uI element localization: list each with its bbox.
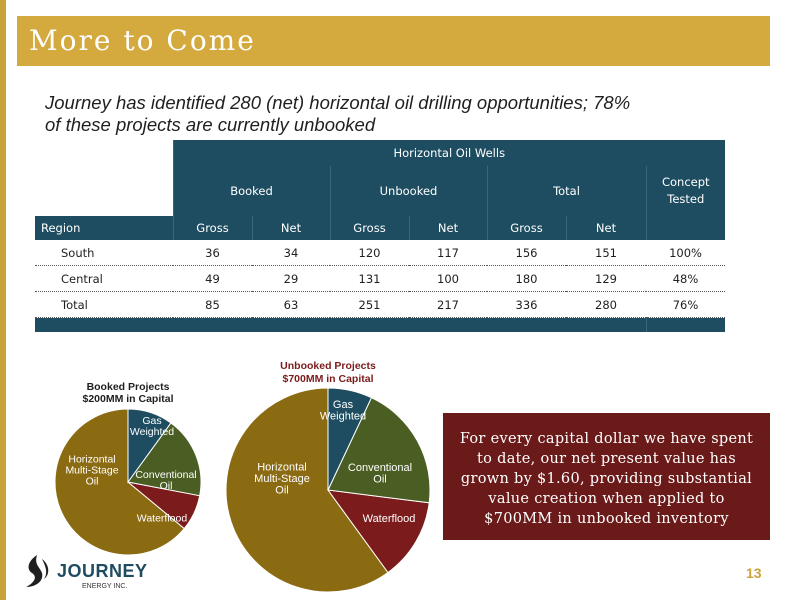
unbooked-pie-label-horizontal-multi-stage-oil: Horizontal Multi-Stage Oil [254, 461, 310, 497]
booked-chart-title-line-2: $200MM in Capital [82, 393, 174, 405]
cell-concept: 48% [646, 266, 725, 292]
cell-booked-net: 29 [252, 266, 330, 292]
cell-unbooked-net: 100 [409, 266, 487, 292]
unbooked-pie-label-gas-weighted: Gas Weighted [319, 399, 367, 423]
slide-title: More to Come [29, 24, 256, 57]
cell-booked-gross: 85 [173, 292, 252, 318]
booked-pie-label-gas-weighted: Gas Weighted [129, 415, 175, 439]
col-header-total-net: Net [566, 216, 646, 240]
col-group-unbooked: Unbooked [330, 166, 487, 216]
cell-concept: 100% [646, 240, 725, 266]
cell-total-gross: 336 [487, 292, 566, 318]
subtitle-line-1: Journey has identified 280 (net) horizontal oil drilling opportunities; 78% [45, 92, 631, 113]
col-header-booked-net: Net [252, 216, 330, 240]
cell-unbooked-net: 217 [409, 292, 487, 318]
cell-total-gross: 180 [487, 266, 566, 292]
callout-line-3: grown by $1.60, providing substantial [460, 471, 753, 487]
cell-unbooked-gross: 131 [330, 266, 409, 292]
cell-concept: 76% [646, 292, 725, 318]
cell-region: Central [35, 266, 173, 292]
cell-booked-net: 34 [252, 240, 330, 266]
cell-booked-net: 63 [252, 292, 330, 318]
col-header-booked-gross: Gross [173, 216, 252, 240]
unbooked-pie-label-conventional-oil: Conventional Oil [347, 462, 413, 486]
booked-pie-label-conventional-oil: Conventional Oil [135, 469, 197, 493]
logo-wordmark: JOURNEY [57, 561, 148, 581]
npv-callout-box [443, 413, 770, 540]
unbooked-pie-label-waterflood: Waterflood [362, 512, 416, 525]
table-group-header: Horizontal Oil Wells [173, 140, 725, 166]
cell-total-net: 280 [566, 292, 646, 318]
subtitle-line-2: of these projects are currently unbooked [45, 114, 376, 135]
col-group-total: Total [487, 166, 646, 216]
concept-label-line-1: Concept [661, 175, 710, 189]
unbooked-chart-title-line-2: $700MM in Capital [282, 373, 374, 385]
col-header-unbooked-gross: Gross [330, 216, 409, 240]
cell-region: Total [35, 292, 173, 318]
col-header-region: Region [35, 216, 173, 240]
journey-logo-mark-icon [20, 553, 54, 593]
cell-total-net: 151 [566, 240, 646, 266]
cell-unbooked-gross: 251 [330, 292, 409, 318]
cell-booked-gross: 49 [173, 266, 252, 292]
callout-line-1: For every capital dollar we have spent [459, 431, 754, 447]
cell-booked-gross: 36 [173, 240, 252, 266]
col-group-booked: Booked [173, 166, 330, 216]
page-number: 13 [746, 565, 762, 581]
col-header-total-gross: Gross [487, 216, 566, 240]
booked-pie-label-waterflood: Waterflood [136, 512, 188, 525]
cell-unbooked-net: 117 [409, 240, 487, 266]
cell-total-gross: 156 [487, 240, 566, 266]
booked-chart-title-line-1: Booked Projects [86, 381, 170, 393]
cell-unbooked-gross: 120 [330, 240, 409, 266]
callout-text [449, 429, 764, 529]
concept-label-line-2: Tested [667, 192, 705, 206]
callout-line-2: to date, our net present value has [477, 451, 736, 467]
col-header-unbooked-net: Net [409, 216, 487, 240]
cell-total-net: 129 [566, 266, 646, 292]
logo-subtext: ENERGY INC. [82, 583, 128, 590]
unbooked-chart-title-line-1: Unbooked Projects [280, 360, 376, 372]
journey-logo [20, 549, 180, 595]
booked-pie-label-horizontal-multi-stage-oil: Horizontal Multi-Stage Oil [65, 453, 119, 488]
cell-region: South [35, 240, 173, 266]
callout-line-4: value creation when applied to [488, 491, 725, 507]
callout-line-5: $700MM in unbooked inventory [484, 511, 729, 527]
